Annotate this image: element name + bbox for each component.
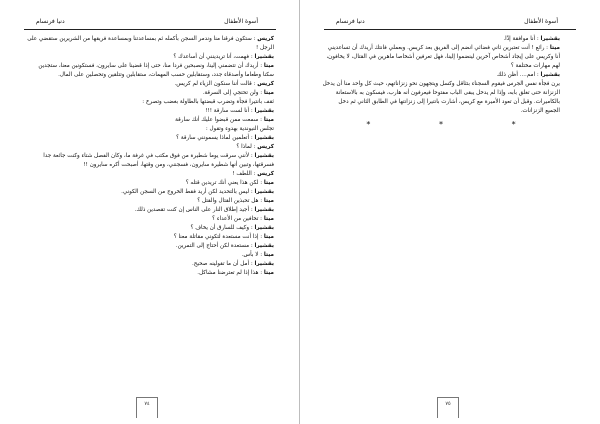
speaker-name: بقشيرا <box>254 207 274 213</box>
separator-star: * <box>511 120 516 129</box>
paragraph <box>26 170 274 179</box>
paragraph-text: : تخافين من الأعداء ؟ <box>212 216 264 222</box>
running-header-title: أسوة الأطفال <box>524 18 558 25</box>
paragraph-text: يرن فجأة نفس الجرس فيقوم السجناء بتثاقل وكسل ويتجهون نحو زنزاناتهم، حيث كل واحد منا أن يدخل الزنزانة حتى تغلق بابه، وإذا لم يدخل يبقى الباب مفتوحا فيعرفون أنه هارب، فيسكون به بالاستعانة بالكاميرات. وقبل أن تعود الأميرة مع كريس، أشارت بانتيرا إلى زنزانتها في الطابق الثاني ثم دخل الجميع الزنزانات. <box>322 81 560 114</box>
paragraph <box>26 152 274 170</box>
paragraph-text: : امم.... أظن ذلك <box>496 72 541 78</box>
paragraph <box>26 188 274 197</box>
paragraph <box>26 62 274 80</box>
paragraph <box>26 179 274 188</box>
running-header-author: دنيا فرنسام <box>336 18 365 25</box>
speaker-name: بقشيرا <box>254 54 274 60</box>
paragraph-text: : أنا موافقة إذًا. <box>503 36 541 42</box>
paragraph <box>26 224 274 233</box>
paragraph <box>26 35 274 53</box>
header-rule <box>24 29 276 30</box>
paragraph-text: : سمعت ممن قبضوا عليك أنك سارقة <box>175 117 264 123</box>
speaker-name: بقشيرا <box>254 135 274 141</box>
paragraph-text: : لأنني سرقت يوما شطيرة من فوق مكتب في غرفة ما، وكان الفصل شتاء وكنت جائعة جدا فسرقتها، وتبين أنها شطيرة سايرون، فسجنني، ومن وقتها، أصبحت أكره سايرون !! <box>43 153 274 168</box>
paragraph-text: : أمل أن ما تقولينه صحيح. <box>192 261 255 267</box>
paragraph-text: : هذا إذا لم تعترضنا مشاكل. <box>197 270 264 276</box>
page-number: ٧٥ <box>437 397 459 418</box>
right-page-body <box>322 35 560 129</box>
running-header-author: دنيا فرنسام <box>36 18 65 25</box>
speaker-name: ميتا <box>263 270 274 276</box>
paragraph-text: : لماذا ؟ <box>236 144 258 150</box>
paragraph-text: : ستكون فرقنا منا وندمر السجن بأكمله ثم بمساعدتنا وبمساعدة فريقها من الشريرين ستقضي على الرجل ! <box>27 36 274 51</box>
paragraph <box>26 215 274 224</box>
speaker-name: ميتا <box>263 63 274 69</box>
speaker-name: كريس <box>257 36 274 42</box>
paragraph-text: : مستعدة لكن أحتاج إلى التمرين. <box>175 243 255 249</box>
speaker-name: بقشيرا <box>254 243 274 249</box>
separator-star: * <box>366 120 371 129</box>
paragraph-text: : وكيف للسارق أن يخاف ؟ <box>190 225 255 231</box>
speaker-name: بقشيرا <box>254 261 274 267</box>
paragraph-text: : أتعلمين لماذا يسمونني سارقة ؟ <box>176 135 255 141</box>
paragraph <box>26 98 274 107</box>
paragraph-text: : أجيد إطلاق النار على الناس إن كنت تقصدين ذلك. <box>134 207 255 213</box>
left-page-body <box>26 35 274 278</box>
paragraph-text: : أريدك أن تتضمني إلينا، ونصبحين فردا منا، حتى إذا قضينا على سايرون، فستكونين معنا، ستجدين سكنا وطعاما وأصدقاء جدد، وستقابلين حسب المهمات، ستقابلين وتتلقين وتحصلين على المال. <box>38 63 274 78</box>
paragraph <box>26 116 274 125</box>
speaker-name: ميتا <box>263 216 274 222</box>
speaker-name: ميتا <box>263 198 274 204</box>
paragraph-text: : هل تحبذين القتال والقتل ؟ <box>197 198 264 204</box>
paragraph-text: : اللطف ! <box>232 171 258 177</box>
paragraph <box>322 35 560 44</box>
paragraph <box>322 71 560 80</box>
paragraph <box>26 80 274 89</box>
paragraph <box>26 242 274 251</box>
paragraph-text: : لا بأس. <box>241 252 264 258</box>
paragraph <box>26 125 274 134</box>
paragraph <box>26 53 274 62</box>
paragraph <box>26 233 274 242</box>
right-page <box>300 0 600 424</box>
paragraph-text: : رائع ! أنت تعتبرين ثاني فضائي انضم إلى الفريق بعد كريس. وبعملي فانتك أريدك أن تساعديني أنا وكريس على إيجاد أشخاص آخرين لينضموا إلينا، فهل تعرفين أشخاصا ماهرين في القتال، لا يخافون، لهم مهارات مختلفة ؟ <box>326 45 560 69</box>
page-number: ٧٤ <box>136 397 158 418</box>
speaker-name: ميتا <box>263 252 274 258</box>
paragraph-text: : إذا أنت مستعدة لتكوني مقاتلة معنا ؟ <box>173 234 264 240</box>
speaker-name: بقشيرا <box>540 72 560 78</box>
paragraph-text: : ليس بالتحديد لكن أريد فقط الخروج من السجن الكوني. <box>121 189 255 195</box>
paragraph <box>26 260 274 269</box>
paragraph <box>26 269 274 278</box>
paragraph-text: : فهمت، أنا تريدينني أن أساعدك ؟ <box>173 54 255 60</box>
speaker-name: بقشيرا <box>254 189 274 195</box>
speaker-name: بقشيرا <box>254 225 274 231</box>
speaker-name: كريس <box>257 171 274 177</box>
speaker-name: بقشيرا <box>254 153 274 159</box>
paragraph <box>26 134 274 143</box>
paragraph <box>322 80 560 116</box>
paragraph-text: : لكن هذا يعني أنك تريدين قتله ؟ <box>185 180 264 186</box>
speaker-name: بقشيرا <box>540 36 560 42</box>
paragraph-text: : أنا لست سارقة !!! <box>205 108 255 114</box>
paragraph-text: ثقف بانتيرا فجأة وتضرب قبضتها بالطاولة بغضب وتصرخ : <box>142 99 274 105</box>
speaker-name: ميتا <box>263 117 274 123</box>
speaker-name: كريس <box>257 81 274 87</box>
speaker-name: بقشيرا <box>254 108 274 114</box>
paragraph <box>26 89 274 98</box>
running-header-title: أسوة الأطفال <box>224 18 258 25</box>
speaker-name: ميتا <box>549 45 560 51</box>
paragraph <box>26 206 274 215</box>
paragraph-text: : قالت أننا سنكون الزياء لم كريس. <box>174 81 258 87</box>
paragraph <box>322 44 560 71</box>
speaker-name: ميتا <box>263 180 274 186</box>
paragraph <box>26 107 274 116</box>
paragraph-text: تجلس النيوندية بهدوء وتقول : <box>205 126 274 132</box>
speaker-name: كريس <box>257 144 274 150</box>
section-separator <box>322 120 560 129</box>
paragraph-text: : ولن تحتجي إلى السرقة. <box>202 90 264 96</box>
speaker-name: ميتا <box>263 90 274 96</box>
paragraph <box>26 251 274 260</box>
paragraph <box>26 143 274 152</box>
header-rule <box>324 29 576 30</box>
speaker-name: ميتا <box>263 234 274 240</box>
paragraph <box>26 197 274 206</box>
separator-star: * <box>438 120 443 129</box>
